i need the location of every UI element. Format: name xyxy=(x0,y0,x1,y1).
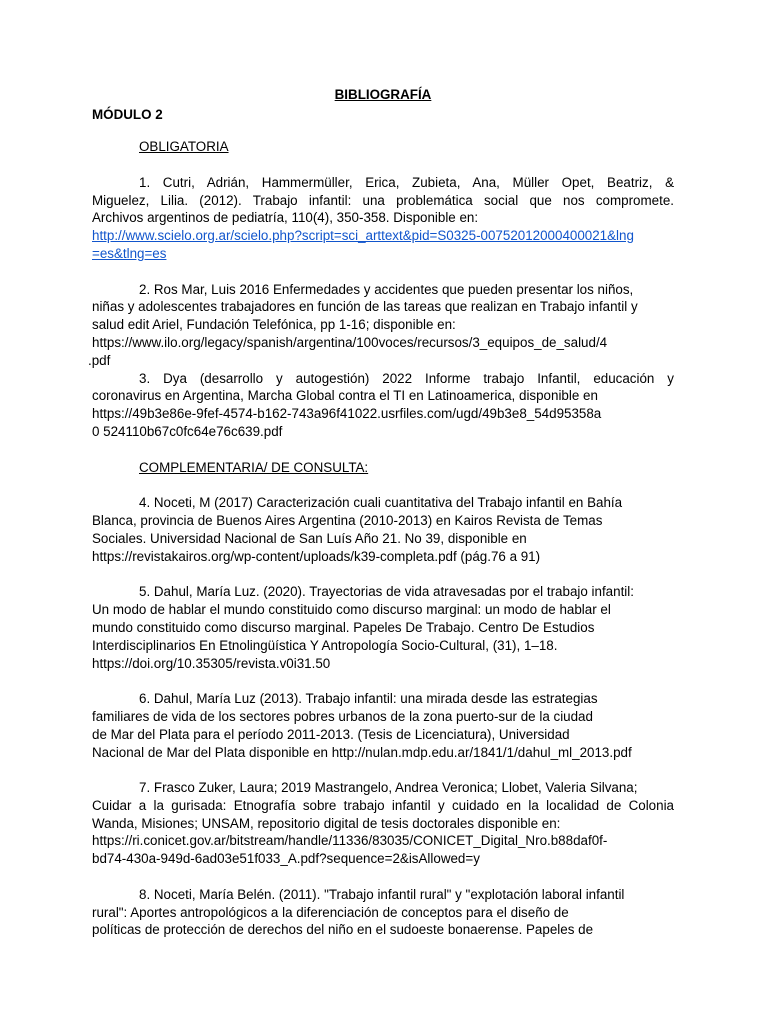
entry-url: https://www.ilo.org/legacy/spanish/argentina/100voces/recursos/3_equipos_de_salud/4 xyxy=(92,334,608,350)
entry-line: 4. Noceti, M (2017) Caracterización cuali cuantitativa del Trabajo infantil en Bahía xyxy=(139,495,623,511)
bibliography-entry-8 xyxy=(92,886,674,939)
bibliography-entry-7 xyxy=(92,779,674,868)
entry-line: 8. Noceti, María Belén. (2011). "Trabajo infantil rural" y "explotación laboral infantil xyxy=(139,886,625,902)
entry-line: bd74-430a-949d-6ad03e51f033_A.pdf?sequence=2&isAllowed=y xyxy=(92,851,480,867)
entry-line: 6. Dahul, María Luz (2013). Trabajo infantil: una mirada desde las estrategias xyxy=(139,691,598,707)
section-heading-complementary: COMPLEMENTARIA/ DE CONSULTA: xyxy=(139,459,369,475)
entry-line: 1. Cutri, Adrián, Hammermüller, Erica, Zubieta, Ana, Müller Opet, Beatriz, & xyxy=(139,174,674,190)
bibliography-entry-6 xyxy=(92,690,674,761)
entry-line: niñas y adolescentes trabajadores en función de las tareas que realizan en Trabajo infantil y xyxy=(92,299,638,315)
entry-line: Nacional de Mar del Plata disponible en http://nulan.mdp.edu.ar/1841/1/dahul_ml_2013.pdf xyxy=(92,744,632,760)
bibliography-entry-2 xyxy=(88,281,674,370)
section-heading-mandatory: OBLIGATORIA xyxy=(139,139,229,154)
entry-line: Interdisciplinarios En Etnolingüística Y Antropología Socio-Cultural, (31), 1–18. xyxy=(92,637,558,653)
entry-url: 0 524110b67c0fc64e76c639.pdf xyxy=(92,423,283,439)
entry-line: rural": Aportes antropológicos a la diferenciación de conceptos para el diseño de xyxy=(92,904,569,920)
entry-line: de Mar del Plata para el período 2011-2013. (Tesis de Licenciatura), Universidad xyxy=(92,726,570,742)
entry-line: 5. Dahul, María Luz. (2020). Trayectorias de vida atravesadas por el trabajo infantil: xyxy=(139,584,634,600)
module-heading: MÓDULO 2 xyxy=(92,107,163,122)
entry-link[interactable]: =es&tlng=es xyxy=(92,245,167,261)
entry-line: Cuidar a la gurisada: Etnografía sobre trabajo infantil y cuidado en la localidad de Colonia xyxy=(92,797,674,813)
entry-line: políticas de protección de derechos del niño en el sudoeste bonaerense. Papeles de xyxy=(92,922,594,938)
entry-line: Miguelez, Lilia. (2012). Trabajo infantil: una problemática social que nos compromete. xyxy=(92,192,674,208)
entry-line: 7. Frasco Zuker, Laura; 2019 Mastrangelo, Andrea Veronica; Llobet, Valeria Silvana; xyxy=(139,780,638,796)
entry-line: Wanda, Misiones; UNSAM, repositorio digital de tesis doctorales disponible en: xyxy=(92,815,561,831)
bibliography-entry-4 xyxy=(92,494,674,565)
bibliography-entry-1 xyxy=(92,174,674,263)
entry-line: https://revistakairos.org/wp-content/uploads/k39-completa.pdf (pág.76 a 91) xyxy=(92,548,541,564)
entry-line: https://doi.org/10.35305/revista.v0i31.50 xyxy=(92,655,331,671)
entry-line: Un modo de hablar el mundo constituido como discurso marginal: un modo de hablar el xyxy=(92,602,611,618)
entry-url: .pdf xyxy=(88,352,111,368)
entry-line: https://ri.conicet.gov.ar/bitstream/handle/11336/83035/CONICET_Digital_Nro.b88daf0f- xyxy=(92,833,608,849)
entry-link[interactable]: http://www.scielo.org.ar/scielo.php?script=sci_arttext&pid=S0325-00752012000400021&lng xyxy=(92,228,634,244)
entry-line: familiares de vida de los sectores pobres urbanos de la zona puerto-sur de la ciudad xyxy=(92,708,593,724)
entry-line: Blanca, provincia de Buenos Aires Argentina (2010-2013) en Kairos Revista de Temas xyxy=(92,513,603,529)
bibliography-entry-3 xyxy=(92,370,674,441)
bibliography-entry-5 xyxy=(92,583,674,672)
page-title: BIBLIOGRAFÍA xyxy=(334,87,432,102)
entry-line: coronavirus en Argentina, Marcha Global contra el TI en Latinoamerica, disponible en xyxy=(92,388,598,404)
entry-line: Archivos argentinos de pediatría, 110(4), 350-358. Disponible en: xyxy=(92,210,479,226)
entry-line: Sociales. Universidad Nacional de San Luís Año 21. No 39, disponible en xyxy=(92,530,527,546)
document-page xyxy=(88,86,674,939)
entry-line: 3. Dya (desarrollo y autogestión) 2022 Informe trabajo Infantil, educación y xyxy=(139,370,674,386)
entry-url: https://49b3e86e-9fef-4574-b162-743a96f41022.usrfiles.com/ugd/49b3e8_54d95358a xyxy=(92,406,602,422)
entry-line: salud edit Ariel, Fundación Telefónica, pp 1-16; disponible en: xyxy=(92,317,456,333)
entry-line: mundo constituido como discurso marginal. Papeles De Trabajo. Centro De Estudios xyxy=(92,619,595,635)
entry-line: 2. Ros Mar, Luis 2016 Enfermedades y accidentes que pueden presentar los niños, xyxy=(139,281,634,297)
